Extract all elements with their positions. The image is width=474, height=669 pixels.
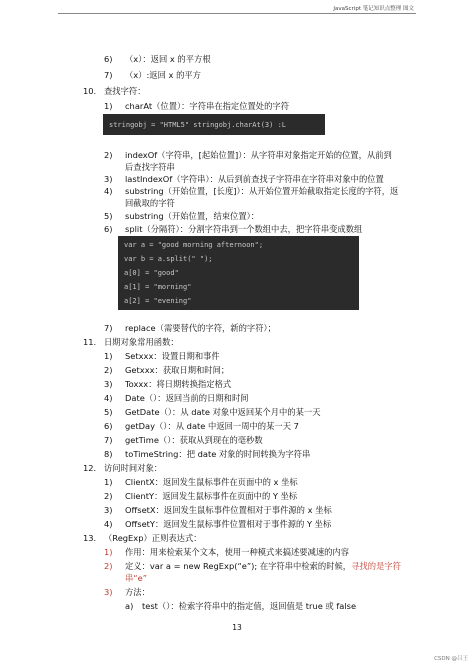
item-number: 7): [104, 435, 113, 445]
code-line: stringobj = "HTML5" stringobj.charAt(3) :L: [109, 121, 287, 129]
item-number: 2): [104, 150, 113, 160]
item-number: 2): [104, 491, 113, 501]
watermark: CSDN @吕王: [434, 656, 468, 662]
item-number: 6): [104, 421, 113, 431]
item-text: （x）：返回 x 的平方根: [125, 54, 211, 64]
item-text: indexOf（字符串，[起始位置]）：从字符串对象指定开始的位置，从前到: [125, 150, 392, 160]
item-number: a): [125, 601, 134, 611]
section-title: 查找字符：: [104, 86, 146, 96]
item-text: 后查找字符串: [125, 162, 175, 172]
highlight-text: 寻找的是字符: [351, 561, 401, 571]
item-text: Toxxx：将日期转换指定格式: [125, 379, 232, 389]
item-number: 4): [104, 519, 113, 529]
item-text: substring（开始位置，[长度]）：从开始位置开始截取指定长度的字符，返: [125, 186, 399, 196]
item-text: 串“e”: [125, 573, 147, 583]
code-line: var a = "good morning afternoon";: [124, 241, 264, 249]
item-number: 1): [104, 351, 113, 361]
item-text: toTimeString：把 date 对象的时间转换为字符串: [125, 449, 311, 459]
item-number: 2): [104, 365, 113, 375]
item-text: lastIndexOf（字符串）：从后到前查找子字符串在字符串对象中的位置: [125, 174, 384, 184]
code-block-split: [118, 236, 359, 310]
item-text: 方法：: [125, 587, 150, 597]
item-number: 3): [104, 174, 113, 184]
item-number: 4): [104, 186, 113, 196]
code-line: a[2] = "evening": [124, 297, 192, 305]
item-number: 1): [104, 547, 113, 557]
item-number: 3): [104, 505, 113, 515]
section-title: 访问时间对象：: [104, 463, 163, 473]
item-number: 7): [104, 70, 113, 80]
code-line: a[0] = "good": [124, 269, 179, 277]
item-text: charAt（位置）：字符串在指定位置处的字符: [125, 101, 289, 111]
item-text: Date（）：返回当前的日期和时间: [125, 393, 249, 403]
item-number: 3): [104, 587, 113, 597]
item-text: OffsetX：返回发生鼠标事件位置相对于事件源的 x 坐标: [125, 505, 332, 515]
item-text: 回截取的字符: [125, 198, 175, 208]
item-text: [125, 561, 401, 572]
item-text: replace（需要替代的字符，新的字符）；: [125, 323, 276, 333]
code-line: var b = a.split(" ");: [124, 255, 213, 263]
item-text: ClientY：返回发生鼠标事件在页面中的 Y 坐标: [125, 491, 298, 501]
item-text: ClientX：返回发生鼠标事件在页面中的 x 坐标: [125, 477, 298, 487]
item-number: 4): [104, 393, 113, 403]
item-text: Setxxx：设置日期和事件: [125, 351, 220, 361]
item-text: getDay（）：从 date 中返回一周中的某一天 7: [125, 421, 299, 431]
item-text: split（分隔符）：分割字符串到一个数组中去，把字符串变成数组: [125, 224, 363, 234]
section-number: 13.: [83, 533, 97, 543]
item-number: 1): [104, 477, 113, 487]
section-number: 10.: [83, 86, 97, 96]
item-text: Getxxx：获取日期和时间；: [125, 365, 230, 375]
section-number: 11.: [83, 337, 97, 347]
item-text: test（）：检索字符串中的指定值，返回值是 true 或 false: [142, 601, 357, 611]
item-number: 5): [104, 407, 113, 417]
section-title: 日期对象常用函数：: [104, 337, 179, 347]
code-block-charat: [103, 114, 325, 135]
code-line: a[1] = "morning": [124, 283, 192, 291]
item-text-part: 定义：var a = new RegExp(“e”); 在字符串中检索的时候，: [125, 561, 352, 571]
item-text: getTime（）：获取从到现在的毫秒数: [125, 435, 263, 445]
item-number: 2): [104, 561, 113, 571]
header-rule: [58, 13, 416, 14]
page-number: 13: [232, 623, 242, 632]
item-number: 6): [104, 54, 113, 64]
item-text: （x）:返回 x 的平方: [125, 70, 201, 80]
item-text: substring（开始位置，结束位置）：: [125, 211, 260, 221]
item-number: 3): [104, 379, 113, 389]
item-text: GetDate（）：从 date 对象中返回某个月中的某一天: [125, 407, 321, 417]
section-number: 12.: [83, 463, 97, 473]
running-header: JavaScript 笔记知识点整理 图文: [333, 6, 414, 12]
item-number: 6): [104, 224, 113, 234]
item-number: 7): [104, 323, 113, 333]
item-number: 1): [104, 101, 113, 111]
item-text: OffsetY：返回发生鼠标事件位置相对于事件源的 Y 坐标: [125, 519, 332, 529]
section-title: （RegExp）正则表达式：: [104, 533, 202, 543]
item-number: 8): [104, 449, 113, 459]
item-text: 作用：用来检索某个文本，使用一种模式来搞述要减速的内容: [125, 547, 350, 557]
item-number: 5): [104, 211, 113, 221]
